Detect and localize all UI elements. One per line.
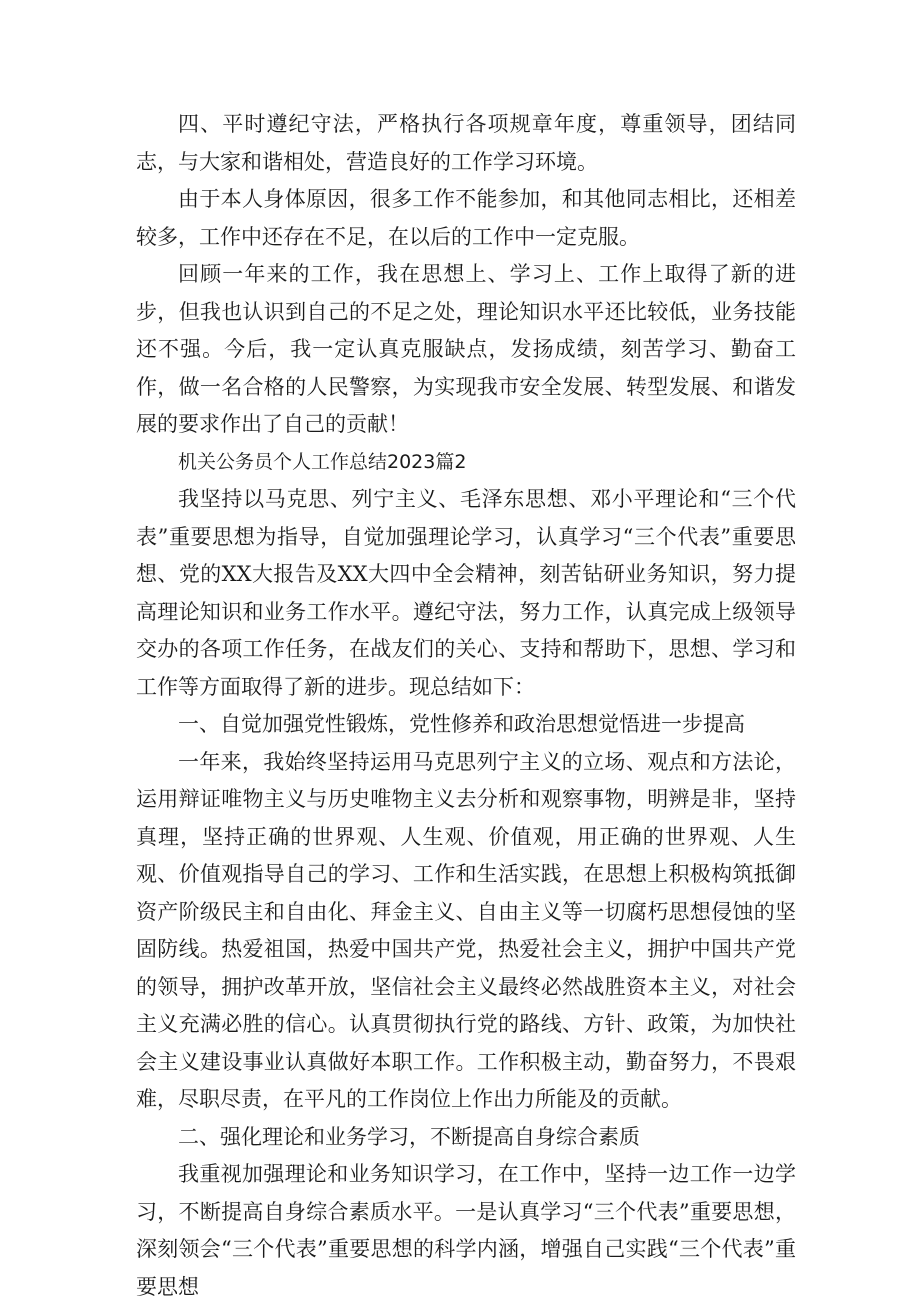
paragraph-law-abiding: 四、平时遵纪守法，严格执行各项规章年度，尊重领导，团结同志，与大家和谐相处，营造良好的工作学习环境。 bbox=[136, 112, 796, 174]
paragraph-shortcomings: 由于本人身体原因，很多工作不能参加，和其他同志相比，还相差较多，工作中还存在不足，在以后的工作中一定克服。 bbox=[136, 187, 796, 249]
section-title: 机关公务员个人工作总结2023篇2 bbox=[178, 450, 467, 473]
paragraph-party-spirit: 一年来，我始终坚持运用马克思列宁主义的立场、观点和方法论，运用辩证唯物主义与历史唯物主义去分析和观察事物，明辨是非，坚持真理，坚持正确的世界观、人生观、价值观，用正确的世界观、人生观、价值观指导自己的学习、工作和生活实践，在思想上积极构筑抵御资产阶级民主和自由化、拜金主义、自由主义等一切腐朽思想侵蚀的坚固防线。热爱祖国，热爱中国共产党，热爱社会主义，拥护中国共产党的领导，拥护改革开放，坚信社会主义最终必然战胜资本主义，对社会主义充满必胜的信心。认真贯彻执行党的路线、方针、政策，为加快社会主义建设事业认真做好本职工作。工作积极主动，勤奋努力，不畏艰难，尽职尽责，在平凡的工作岗位上作出力所能及的贡献。 bbox=[136, 749, 796, 1111]
paragraph-study: 我重视加强理论和业务知识学习，在工作中，坚持一边工作一边学习，不断提高自身综合素质水平。一是认真学习“三个代表”重要思想，深刻领会“三个代表”重要思想的科学内涵，增强自己实践“三个代表”重要思想 bbox=[136, 1162, 796, 1299]
paragraph-review: 回顾一年来的工作，我在思想上、学习上、工作上取得了新的进步，但我也认识到自己的不足之处，理论知识水平还比较低，业务技能还不强。今后，我一定认真克服缺点，发扬成绩，刻苦学习、勤奋工作，做一名合格的人民警察，为实现我市安全发展、转型发展、和谐发展的要求作出了自己的贡献！ bbox=[136, 262, 796, 436]
paragraph-intro: 我坚持以马克思、列宁主义、毛泽东思想、邓小平理论和“三个代表”重要思想为指导，自觉加强理论学习，认真学习“三个代表”重要思想、党的XX大报告及XX大四中全会精神，刻苦钻研业务知识，努力提高理论知识和业务工作水平。遵纪守法，努力工作，认真完成上级领导交办的各项工作任务，在战友们的关心、支持和帮助下，思想、学习和工作等方面取得了新的进步。现总结如下： bbox=[136, 487, 796, 699]
heading-study: 二、强化理论和业务学习，不断提高自身综合素质 bbox=[178, 1124, 640, 1149]
document-body bbox=[136, 106, 796, 1306]
heading-party-spirit: 一、自觉加强党性锻炼，党性修养和政治思想觉悟进一步提高 bbox=[178, 712, 745, 736]
